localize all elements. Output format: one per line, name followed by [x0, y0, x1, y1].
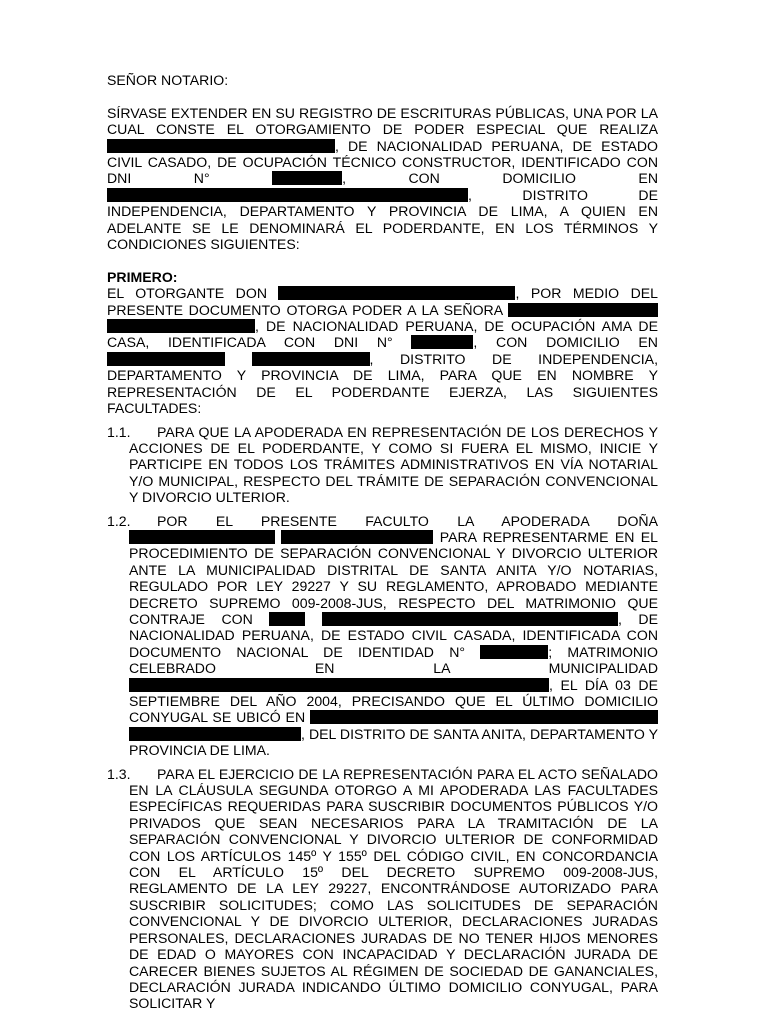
redaction-bar [480, 645, 548, 659]
list-item-text: PARA QUE LA APODERADA EN REPRESENTACIÓN DE LOS DERECHOS Y ACCIONES DE EL PODERDANTE, Y COMO SI FUERA EL MISMO, INICIE Y PARTICIPE EN TODOS LOS TRÁMITES ADMINISTRATIVOS EN VÍA NOTARIAL Y/O MUNICIPAL, RESPECTO DEL TRÁMITE DE SEPARACIÓN CONVENCIONAL Y DIVORCIO ULTERIOR. [129, 423, 658, 506]
primero-text-1: EL OTORGANTE DON [107, 285, 279, 302]
redaction-bar [107, 188, 468, 202]
intro-text-3: , CON DOMICILIO EN [342, 170, 659, 187]
redaction-bar [269, 612, 305, 626]
list-item-number: 1.1. [107, 423, 131, 440]
redaction-bar [107, 319, 255, 333]
list-item-text: PARA EL EJERCICIO DE LA REPRESENTACIÓN PARA EL ACTO SEÑALADO EN LA CLÁUSULA SEGUNDA OTORGO A MI APODERADA LAS FACULTADES ESPECÍFICAS REQUERIDAS PARA SUSCRIBIR DOCUMENTOS PÚBLICOS Y/O PRIVADOS QUE SEAN NECESARIOS PARA LA TRAMITACIÓN DE LA SEPARACIÓN CONVENCIONAL Y DIVORCIO ULTERIOR DE CONFORMIDAD CON LOS ARTÍCULOS 145º Y 155º DEL CÓDIGO CIVIL, EN CONCORDANCIA CON EL ARTÍCULO 15º DEL DECRETO SUPREMO 009-2008-JUS, REGLAMENTO DE LA LEY 29227, ENCONTRÁNDOSE AUTORIZADO PARA SUSCRIBIR SOLICITUDES; COMO LAS SOLICITUDES DE SEPARACIÓN CONVENCIONAL Y DE DIVORCIO ULTERIOR, DECLARACIONES JURADAS PERSONALES, DECLARACIONES JURADAS DE NO TENER HIJOS MENORES DE EDAD O MAYORES CON INCAPACIDAD Y DECLARACIÓN JURADA DE CARECER BIENES SUJETOS AL RÉGIMEN DE SOCIEDAD DE GANANCIALES, DECLARACIÓN JURADA INDICANDO ÚLTIMO DOMICILIO CONYUGAL, PARA SOLICITAR Y [129, 765, 658, 1012]
redaction-bar [107, 352, 225, 366]
primero-paragraph [107, 285, 658, 416]
redaction-bar [281, 530, 433, 544]
redaction-bar [278, 286, 515, 300]
redaction-bar [252, 352, 370, 366]
redaction-bar [411, 335, 473, 349]
redaction-bar [107, 139, 335, 153]
list-item-1-2 [107, 513, 658, 759]
intro-text-1: SÍRVASE EXTENDER EN SU REGISTRO DE ESCRITURAS PÚBLICAS, UNA POR LA CUAL CONSTE EL OTORGAMIENTO DE PODER ESPECIAL QUE REALIZA [107, 104, 658, 138]
list-item-number: 1.2. [107, 512, 131, 529]
primero-text-5: , DISTRITO DE INDEPENDENCIA, DEPARTAMENTO Y PROVINCIA DE LIMA, PARA QUE EN NOMBRE Y REPRESENTACIÓN DE EL PODERDANTE EJERZA, LAS SIGUIENTES FACULTADES: [107, 350, 658, 417]
redaction-bar [129, 678, 549, 692]
redaction-bar [310, 710, 658, 724]
intro-paragraph [107, 105, 658, 253]
primero-text-2: , POR MEDIO DEL PRESENTE DOCUMENTO OTORGA PODER A LA SEÑORA [107, 285, 658, 318]
list-item-text-3: , DE NACIONALIDAD PERUANA, DE ESTADO CIVIL CASADA, IDENTIFICADA CON DOCUMENTO NACIONAL DE IDENTIDAD N° [129, 610, 658, 660]
list-item-text-6: , DEL DISTRITO DE SANTA ANITA, DEPARTAMENTO Y PROVINCIA DE LIMA. [129, 725, 658, 759]
primero-text-3: , DE NACIONALIDAD PERUANA, DE OCUPACIÓN AMA DE CASA, IDENTIFICADA CON DNI N° [107, 318, 658, 351]
redaction-bar [508, 303, 658, 317]
document-page [107, 72, 658, 1012]
redaction-bar [322, 612, 618, 626]
intro-text-4: , DISTRITO DE INDEPENDENCIA, DEPARTAMENTO Y PROVINCIA DE LIMA, A QUIEN EN ADELANTE SE LE DENOMINARÁ EL PODERDANTE, EN LOS TÉRMINOS Y CONDICIONES SIGUIENTES: [107, 186, 658, 253]
section-heading-primero: PRIMERO: [107, 268, 178, 285]
list-item-text-2: PARA REPRESENTARME EN EL PROCEDIMIENTO DE SEPARACIÓN CONVENCIONAL Y DIVORCIO ULTERIOR ANTE LA MUNICIPALIDAD DISTRITAL DE SANTA ANITA Y/O NOTARIAS, REGULADO POR LEY 29227 Y SU REGLAMENTO, APROBADO MEDIANTE DECRETO SUPREMO 009-2008-JUS, RESPECTO DEL MATRIMONIO QUE CONTRAJE CON [129, 528, 659, 627]
list-item-1-3 [107, 766, 658, 1012]
primero-text-4: , CON DOMICILIO EN [473, 334, 658, 351]
redaction-bar [129, 530, 275, 544]
redaction-bar [272, 171, 342, 185]
redaction-bar [129, 727, 301, 741]
salutation: SEÑOR NOTARIO: [107, 72, 229, 88]
list-item-text-1: POR EL PRESENTE FACULTO LA APODERADA DOÑA [157, 512, 658, 529]
list-item-number: 1.3. [107, 765, 131, 782]
list-item-1-1 [107, 424, 658, 506]
list-item-text-5: , EL DÍA 03 DE SEPTIEMBRE DEL AÑO 2004, PRECISANDO QUE EL ÚLTIMO DOMICILIO CONYUGAL SE UBICÓ EN [129, 676, 658, 726]
intro-text-2: , DE NACIONALIDAD PERUANA, DE ESTADO CIVIL CASADO, DE OCUPACIÓN TÉCNICO CONSTRUCTOR, IDENTIFICADO CON DNI N° [107, 137, 658, 187]
list-item-text-4: ; MATRIMONIO CELEBRADO EN LA MUNICIPALIDAD [129, 643, 658, 677]
